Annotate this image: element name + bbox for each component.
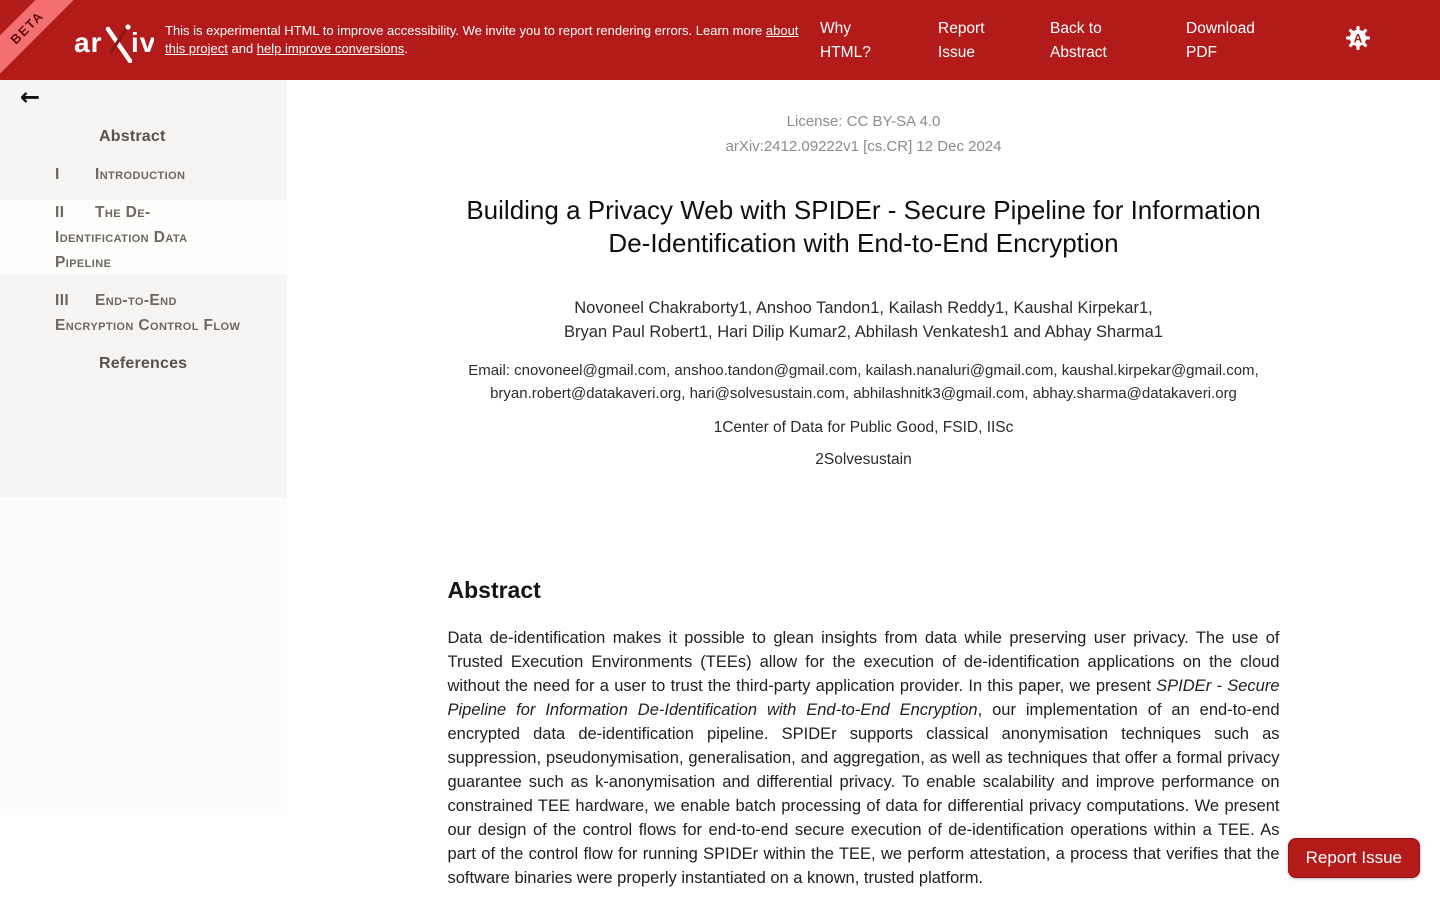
nav-back-to-abstract[interactable]: Back to Abstract	[1050, 20, 1107, 61]
toc-label: End-to-End Encryption Control Flow	[55, 292, 241, 334]
arxiv-identifier-line: arXiv:2412.09222v1 [cs.CR] 12 Dec 2024	[725, 138, 1002, 155]
help-improve-conversions-link[interactable]: help improve conversions	[256, 40, 405, 56]
logo-chi-stroke	[108, 29, 130, 61]
accessibility-settings-gear-icon[interactable]	[1344, 25, 1372, 53]
banner-text-and: and	[227, 40, 257, 56]
abstract-text-continued: , our implementation of an end-to-end encrypted data de-identification pipeline. SPIDEr supports classical anonymisation techniques such as suppression, pseudonymisation, generalisation, and aggregation, as well as techniques that offer a formal privacy guarantee such as k-anonymisation and differential privacy. To enable scalability and improve performance on constrained TEE hardware, we enable batch processing of data for differential privacy computations. We present our design of the control flows for end-to-end secure execution of de-identification operations within a TEE. As part of the control flow for running SPIDEr within the TEE, we perform attestation, a process that verifies that the software binaries were properly instantiated on a known, trusted platform.	[447, 701, 1280, 887]
authors-line-2: Bryan Paul Robert1, Hari Dilip Kumar2, Abhilash Venkatesh1 and Abhay Sharma1	[564, 323, 1163, 341]
toc-label: Introduction	[95, 166, 186, 183]
toc-label: References	[99, 355, 188, 372]
gear-icon-letter: A	[1353, 31, 1363, 46]
report-issue-button[interactable]: Report Issue	[1288, 838, 1420, 878]
banner-text-period: .	[404, 40, 408, 56]
banner-text: This is experimental HTML to improve accessibility. We invite you to report rendering errors. Learn more	[165, 23, 766, 38]
emails-line: Email: cnovoneel@gmail.com, anshoo.tandon@gmail.com, kailash.nanaluri@gmail.com, kaushal.kirpekar@gmail.com, bryan.robert@datakaveri.org, hari@solvesustain.com, abhilashnitk3@gmail.com, abhay.sharma@datakaveri.org	[468, 362, 1259, 402]
table-of-contents	[0, 80, 287, 376]
top-header-bar	[0, 0, 1440, 80]
nav-download-pdf[interactable]: Download PDF	[1186, 20, 1255, 61]
logo-text-iv: iv	[131, 27, 154, 58]
toc-label: The De-Identification Data Pipeline	[55, 204, 188, 271]
toc-sidebar	[0, 80, 287, 900]
header-nav	[820, 17, 1278, 65]
logo-chi-dot	[125, 24, 130, 29]
toc-item-references[interactable]	[0, 351, 287, 376]
paper-content-area	[287, 80, 1440, 900]
toc-section-number: III	[55, 292, 70, 309]
toc-section-number: II	[55, 204, 65, 221]
abstract-heading: Abstract	[447, 577, 541, 603]
toc-item-deidentification-pipeline[interactable]	[0, 200, 287, 275]
arxiv-logo[interactable]	[74, 19, 154, 63]
about-project-link[interactable]: about this project	[165, 23, 799, 56]
license-line: License: CC BY-SA 4.0	[786, 113, 941, 130]
toc-label: Abstract	[99, 128, 166, 145]
toc-item-e2e-encryption-control-flow[interactable]	[0, 288, 287, 338]
abstract-paragraph	[448, 626, 1280, 890]
logo-text-ar: ar	[74, 27, 103, 58]
nav-why-html[interactable]: Why HTML?	[820, 20, 871, 61]
toc-section-number: I	[55, 166, 60, 183]
nav-report-issue[interactable]: Report Issue	[938, 20, 985, 61]
affiliation-1: 1Center of Data for Public Good, FSID, IISc	[713, 419, 1014, 436]
toc-item-abstract[interactable]	[0, 124, 287, 149]
affiliation-2: 2Solvesustain	[815, 451, 912, 468]
authors-line-1: Novoneel Chakraborty1, Anshoo Tandon1, Kailash Reddy1, Kaushal Kirpekar1,	[574, 299, 1153, 317]
beta-ribbon	[0, 0, 80, 80]
authors-block	[448, 296, 1280, 344]
collapse-sidebar-arrow-icon[interactable]: ←	[20, 83, 41, 111]
abstract-text: Data de-identification makes it possible to glean insights from data while preserving user privacy. The use of Trusted Execution Environments (TEEs) allow for the execution of de-identification applications on the cloud without the need for a user to trust the third-party application provider. In this paper, we present	[447, 629, 1280, 695]
abstract-system-name-italic: SPIDEr - Secure Pipeline for Information De-Identification with End-to-End Encryption	[447, 677, 1280, 719]
gear-icon	[1345, 25, 1371, 51]
arxiv-logo-graphic	[74, 19, 154, 63]
experimental-html-banner	[165, 22, 820, 57]
toc-item-introduction[interactable]	[0, 162, 287, 187]
paper-title: Building a Privacy Web with SPIDEr - Secure Pipeline for Information De-Identification with End-to-End Encryption	[466, 195, 1261, 258]
beta-ribbon-label: BETA	[7, 7, 47, 48]
